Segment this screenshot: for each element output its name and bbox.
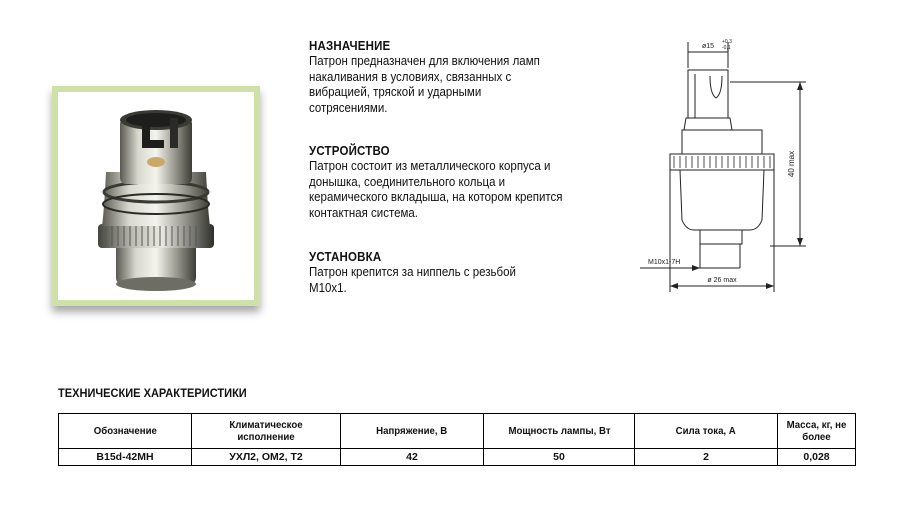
column-header: Обозначение: [59, 414, 192, 449]
section-installation: [309, 250, 609, 296]
specs-title: ТЕХНИЧЕСКИЕ ХАРАКТЕРИСТИКИ: [58, 386, 247, 400]
product-photo: [58, 92, 254, 300]
column-header: Сила тока, А: [635, 414, 778, 449]
table-cell: B15d-42МН: [59, 449, 192, 466]
table-cell: 2: [635, 449, 778, 466]
column-header: Мощность лампы, Вт: [484, 414, 635, 449]
top-tolerance-plus: +0,3: [722, 39, 732, 45]
specs-table: [58, 413, 856, 466]
bottom-diameter-label: ø 26 max: [707, 277, 737, 284]
column-header: Масса, кг, не более: [778, 414, 856, 449]
lamp-holder-photo-icon: [58, 92, 254, 300]
section-text: Патрон состоит из металлического корпуса и донышка, соединительного кольца и керамического вкладыша, на котором крепится контактная система.: [309, 159, 563, 220]
column-header: Напряжение, В: [341, 414, 484, 449]
section-title: УСТАНОВКА: [309, 250, 382, 264]
section-purpose: [309, 39, 609, 116]
section-text: Патрон крепится за ниппель с резьбой М10х1.: [309, 265, 516, 295]
product-photo-frame: [52, 86, 260, 306]
table-header-row: [59, 414, 856, 449]
section-title: НАЗНАЧЕНИЕ: [309, 39, 391, 53]
height-label: 40 max: [787, 150, 796, 178]
table-cell: УХЛ2, ОМ2, Т2: [192, 449, 341, 466]
column-header: Климатическое исполнение: [192, 414, 341, 449]
technical-drawing: [640, 30, 820, 310]
table-row: [59, 449, 856, 466]
table-cell: 0,028: [778, 449, 856, 466]
thread-label: M10x1-7H: [648, 259, 681, 266]
table-cell: 42: [341, 449, 484, 466]
section-design: [309, 144, 609, 221]
table-cell: 50: [484, 449, 635, 466]
top-tolerance-minus: -0,1: [722, 45, 731, 51]
section-text: Патрон предназначен для включения ламп накаливания в условиях, связанных с вибрацией, тряской и ударными сотрясениями.: [309, 54, 540, 115]
top-diameter-label: ø15: [701, 43, 715, 50]
section-title: УСТРОЙСТВО: [309, 144, 390, 158]
